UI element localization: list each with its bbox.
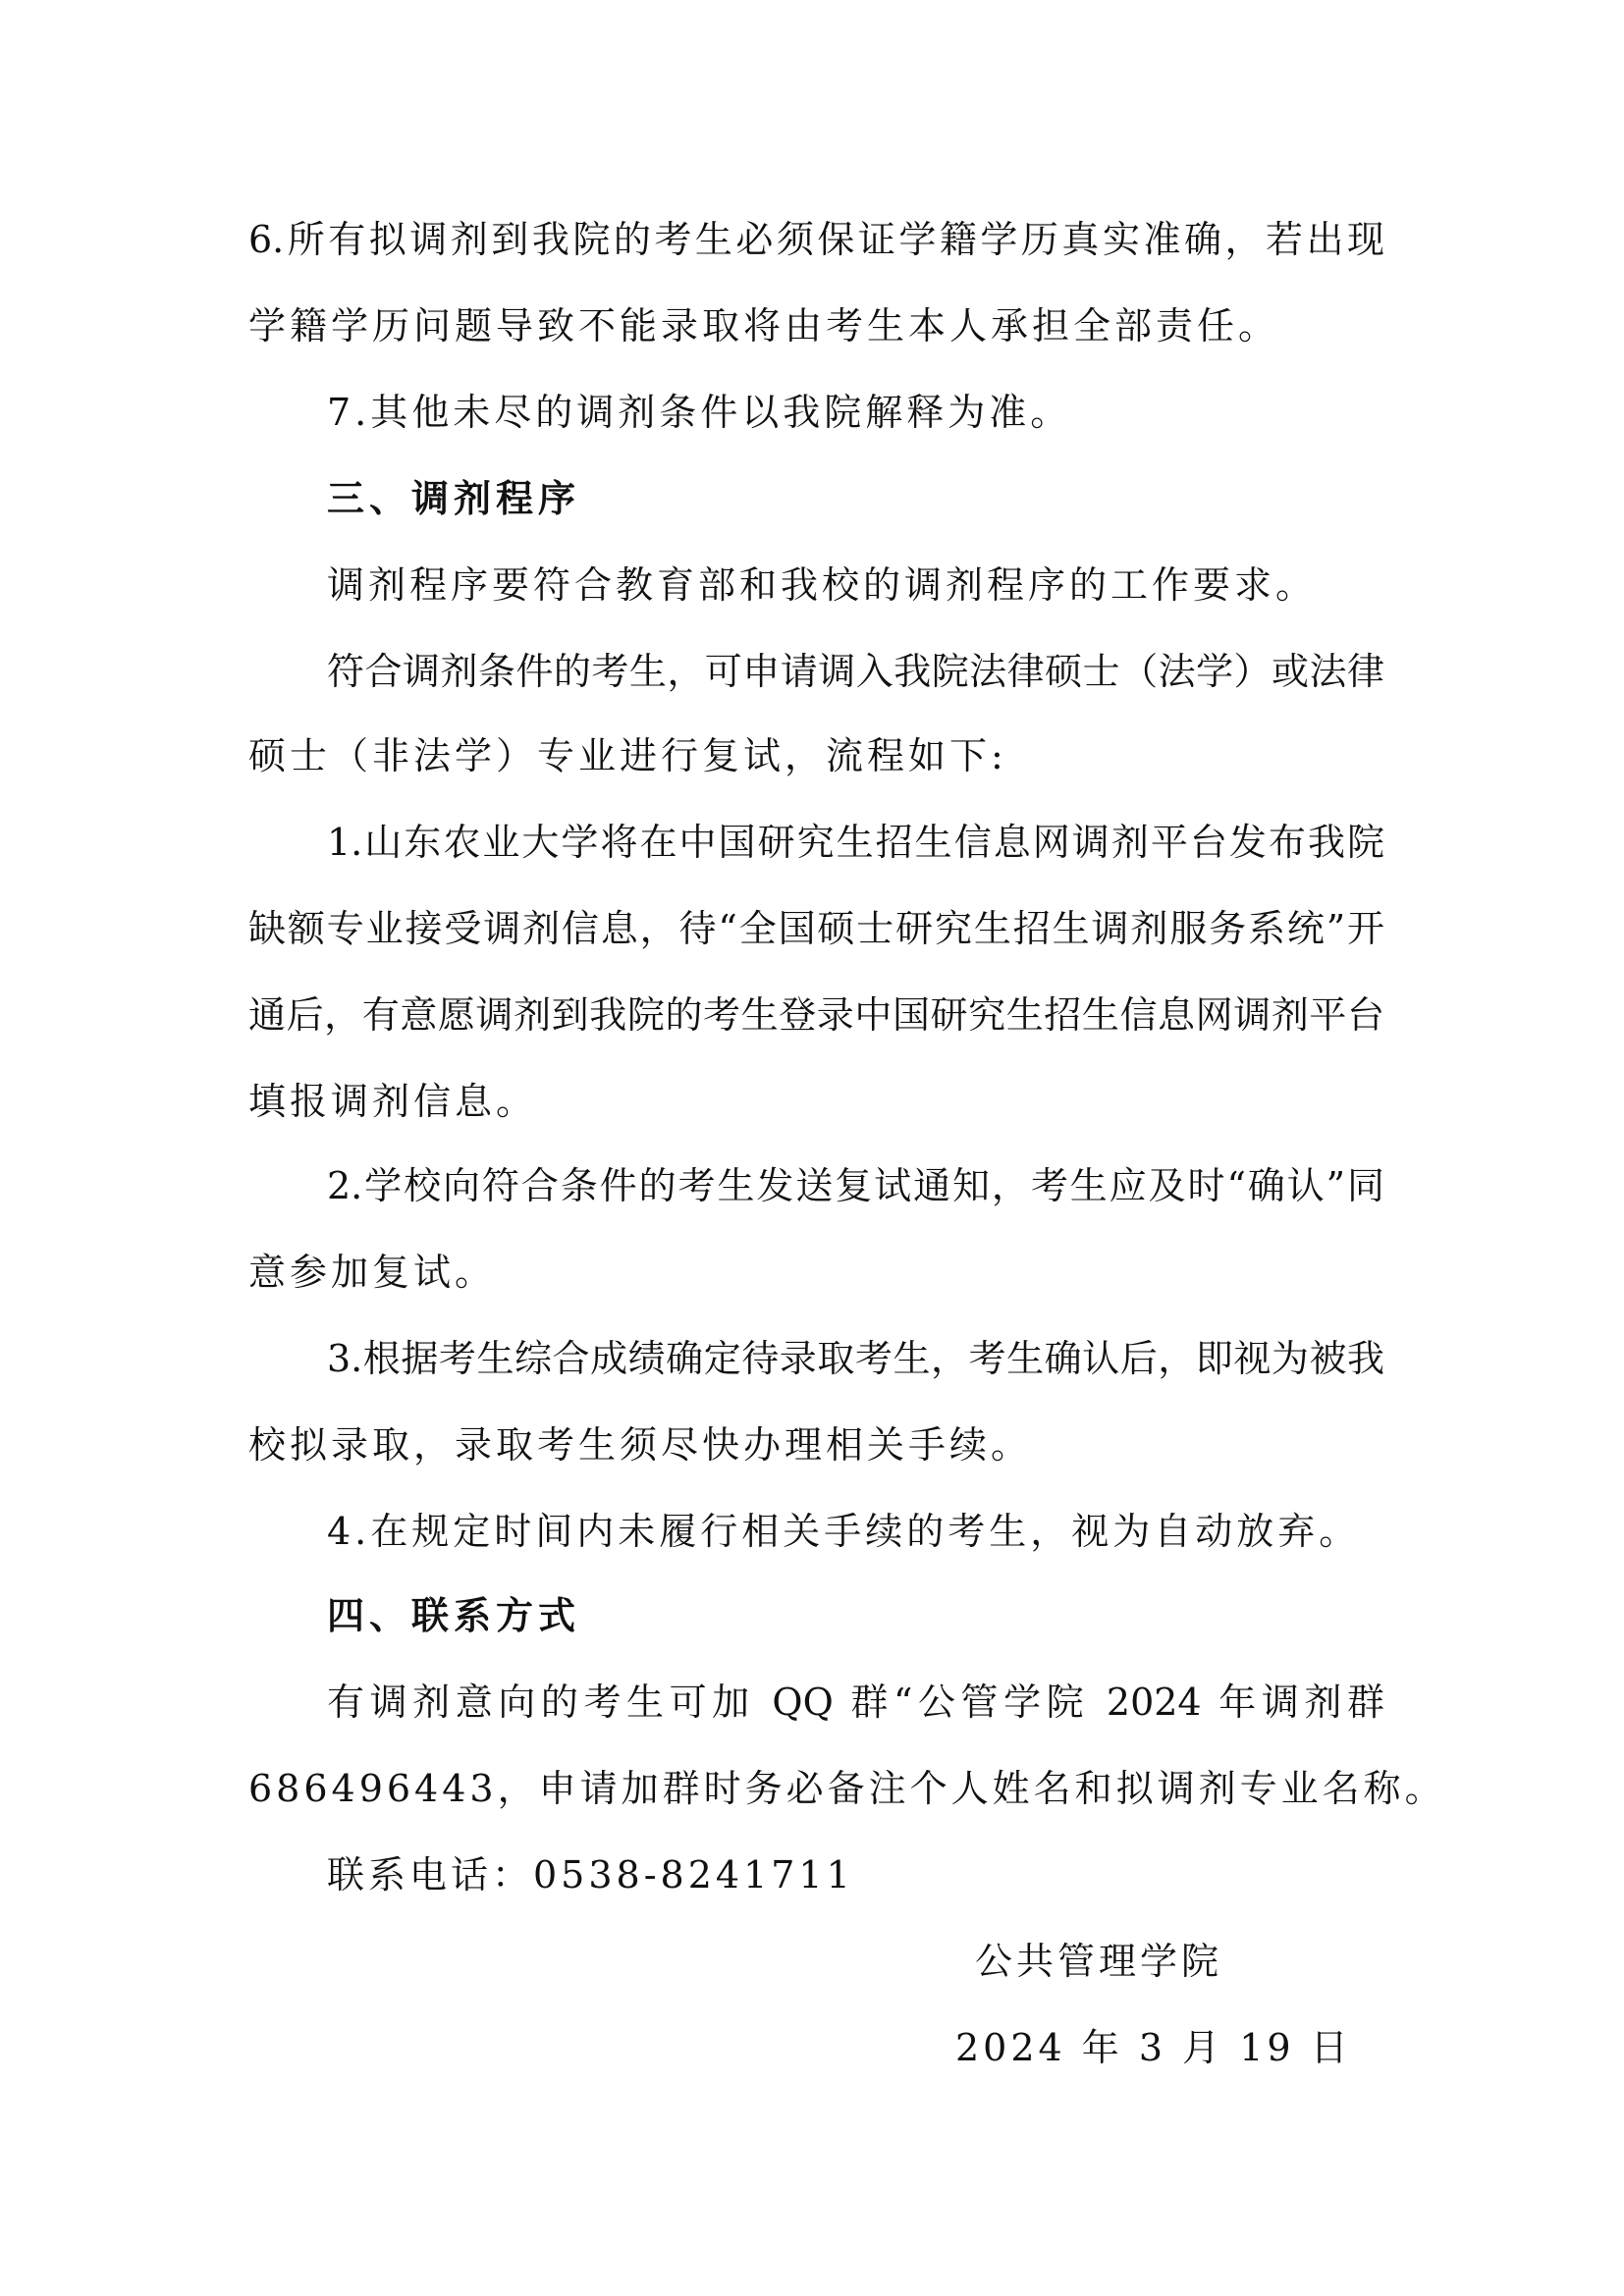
paragraph-line: 校拟录取，录取考生须尽快办理相关手续。 [248, 1423, 1033, 1467]
signature-date: 2024 年 3 月 19 日 [955, 2026, 1352, 2069]
paragraph-line: 4.在规定时间内未履行相关手续的考生，视为自动放弃。 [327, 1510, 1361, 1553]
paragraph-line: 通后，有意愿调剂到我院的考生登录中国研究生招生信息网调剂平台 [248, 993, 1384, 1037]
paragraph-line: 意参加复试。 [248, 1251, 497, 1294]
paragraph-line: 调剂程序要符合教育部和我校的调剂程序的工作要求。 [327, 563, 1318, 607]
paragraph-line: 7.其他未尽的调剂条件以我院解释为准。 [327, 391, 1072, 434]
paragraph-line: 1.山东农业大学将在中国研究生招生信息网调剂平台发布我院 [327, 821, 1384, 864]
paragraph-line: 缺额专业接受调剂信息，待“全国硕士研究生招生调剂服务系统”开 [248, 907, 1384, 950]
section-heading: 三、调剂程序 [327, 477, 581, 520]
signature-organization: 公共管理学院 [975, 1940, 1223, 1983]
paragraph-line: 有调剂意向的考生可加 QQ 群“公管学院 2024 年调剂群 [327, 1681, 1384, 1724]
paragraph-line: 硕士（非法学）专业进行复试，流程如下: [248, 734, 1007, 777]
contact-phone: 联系电话：0538-8241711 [327, 1853, 854, 1896]
section-heading: 四、联系方式 [327, 1594, 581, 1637]
paragraph-line: 符合调剂条件的考生，可申请调入我院法律硕士（法学）或法律 [327, 650, 1384, 693]
paragraph-line: 填报调剂信息。 [248, 1080, 538, 1123]
paragraph-line: 2.学校向符合条件的考生发送复试通知，考生应及时“确认”同 [327, 1164, 1384, 1207]
paragraph-line: 学籍学历问题导致不能录取将由考生本人承担全部责任。 [248, 304, 1280, 347]
paragraph-line: 686496443，申请加群时务必备注个人姓名和拟调剂专业名称。 [248, 1767, 1446, 1810]
paragraph-line: 3.根据考生综合成绩确定待录取考生，考生确认后，即视为被我 [327, 1337, 1384, 1380]
paragraph-line: 6.所有拟调剂到我院的考生必须保证学籍学历真实准确，若出现 [248, 218, 1384, 261]
